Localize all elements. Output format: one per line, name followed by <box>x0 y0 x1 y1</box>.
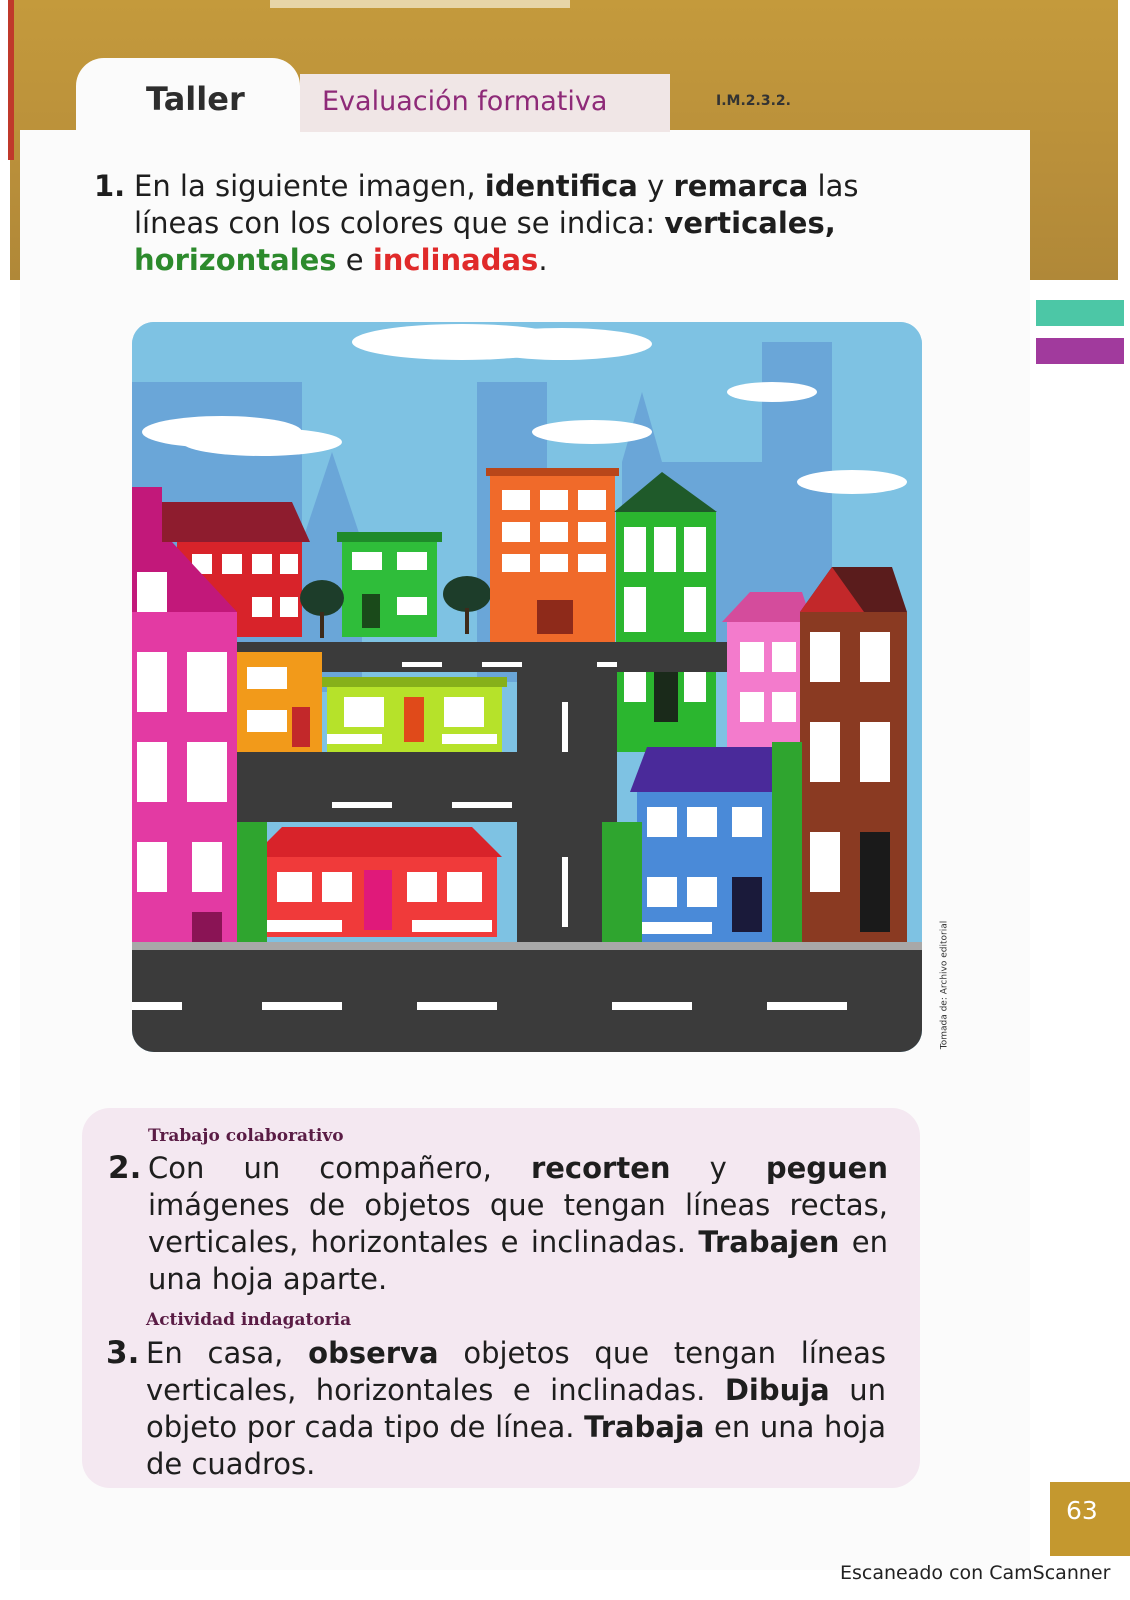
indicator-code: I.M.2.3.2. <box>716 93 791 109</box>
text: las líneas con los colores que se indica: <box>134 169 859 240</box>
header-strip <box>270 0 570 8</box>
tab-evaluacion-label: Evaluación formativa <box>322 86 608 117</box>
word-horizontales: horizontales <box>134 243 337 277</box>
text: En casa, <box>146 1336 284 1370</box>
text: e <box>345 243 364 277</box>
text: imágenes de objetos que tengan líneas rectas, verticales, horizontales e inclinadas. <box>148 1188 888 1259</box>
text: objetos que tengan líneas verticales, horizontales e inclinadas. <box>146 1336 887 1407</box>
bold-verb: Trabajen <box>698 1225 840 1259</box>
bold-verb: observa <box>308 1336 439 1370</box>
text: Con un compañero, <box>148 1151 492 1185</box>
tab-evaluacion <box>300 74 670 132</box>
scanner-watermark: Escaneado con CamScanner <box>840 1562 1111 1584</box>
bold-verb: identifica <box>484 169 638 203</box>
text: en una hoja de cuadros. <box>146 1410 887 1481</box>
bold-verb: recorten <box>530 1151 671 1185</box>
building-pink-right <box>722 592 812 762</box>
page-number: 63 <box>1066 1496 1098 1525</box>
house-orange-middle <box>237 652 322 752</box>
bold-verb: Dibuja <box>724 1373 830 1407</box>
city-illustration <box>132 322 922 1052</box>
text: y <box>709 1151 727 1185</box>
image-credit-text: Tomada de: Archivo editorial <box>939 920 950 1050</box>
house-green-upper <box>337 532 442 637</box>
building-orange-tall <box>486 468 619 642</box>
house-lime-middle <box>322 677 507 752</box>
house-red-lower <box>252 827 502 937</box>
middle-street <box>237 752 617 822</box>
question-3 <box>106 1335 887 1483</box>
text: en una hoja aparte. <box>148 1225 889 1296</box>
sidewalk <box>132 942 922 950</box>
building-brown-right <box>800 567 907 972</box>
question-number: 3. <box>106 1335 140 1371</box>
bold-verb: remarca <box>673 169 809 203</box>
bold-verb: Trabaja <box>584 1410 705 1444</box>
bottom-street <box>132 947 922 1052</box>
text: y <box>647 169 665 203</box>
question-1-text <box>134 168 924 279</box>
page-number-badge <box>1050 1482 1130 1556</box>
question-number: 2. <box>108 1150 142 1186</box>
question-number: 1. <box>94 169 126 203</box>
side-tab-teal <box>1036 300 1124 326</box>
text: . <box>538 243 548 277</box>
word-inclinadas: inclinadas <box>372 243 539 277</box>
text: En la siguiente imagen, <box>134 169 476 203</box>
side-tab-purple <box>1036 338 1124 364</box>
tab-taller <box>76 58 300 138</box>
tab-taller-label: Taller <box>146 80 245 118</box>
bold-verb: peguen <box>765 1151 888 1185</box>
word-verticales: verticales, <box>664 206 836 240</box>
label-trabajo-colaborativo: Trabajo colaborativo <box>148 1126 344 1146</box>
image-credit <box>930 920 950 1050</box>
question-2 <box>108 1150 889 1298</box>
building-green-tall <box>614 472 717 752</box>
page-edge-mark <box>8 0 14 160</box>
label-actividad-indagatoria: Actividad indagatoria <box>146 1310 352 1330</box>
city-scene <box>132 322 922 1052</box>
question-1 <box>94 168 924 279</box>
house-blue-lower <box>630 747 792 942</box>
text: un objeto por cada tipo de línea. <box>146 1373 887 1444</box>
